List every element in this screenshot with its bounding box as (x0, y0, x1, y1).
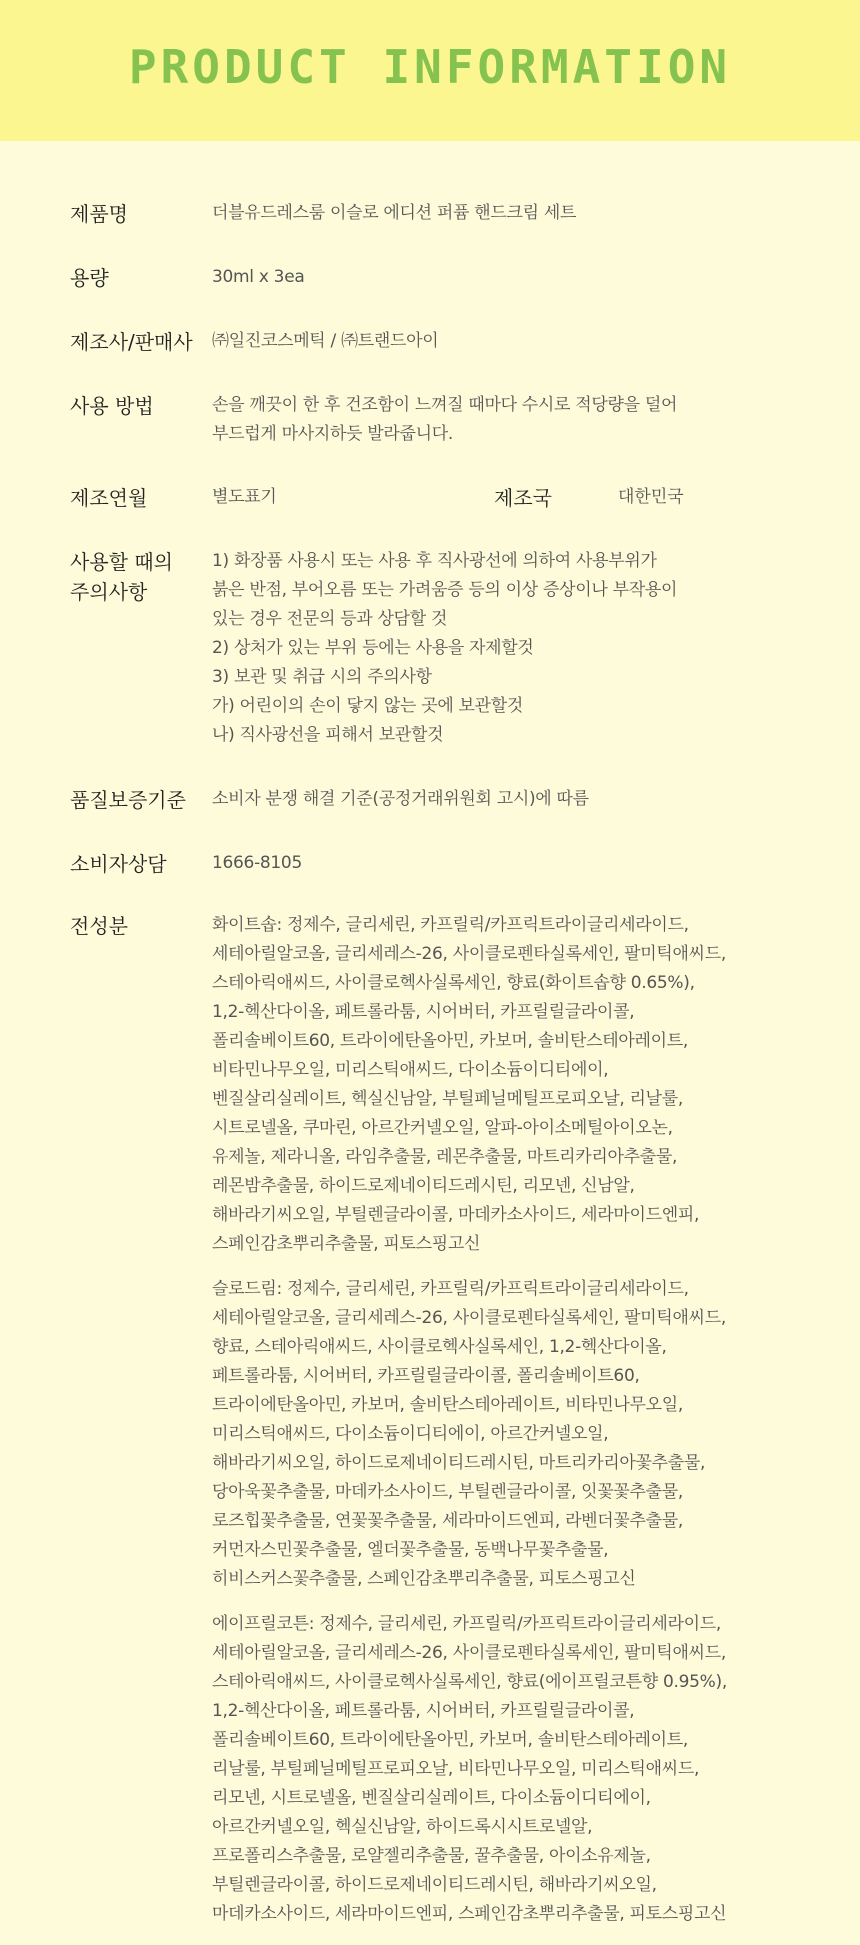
row-value: 1) 화장품 사용시 또는 사용 후 직사광선에 의하여 사용부위가 붉은 반점, 부어오름 또는 가려움증 등의 이상 증상이나 부작용이 있는 경우 전문의 등과 상담할 것 2) 상처가 있는 부위 등에는 사용을 자제할것 3) 보관 및 취급 시의 주의사항 가) 어린이의 손이 닿지 않는 곳에 보관할것 나) 직사광선을 피해서 보관할것 (212, 551, 678, 745)
row-value: 30ml x 3ea (212, 267, 305, 287)
row-label: 전성분 (70, 914, 128, 938)
row-value: ㈜일진코스메틱 / ㈜트랜드아이 (212, 331, 439, 351)
row-label: 사용할 때의 주의사항 (70, 550, 173, 604)
row-value: 손을 깨끗이 한 후 건조함이 느껴질 때마다 수시로 적당량을 덜어 부드럽게 마사지하듯 발라줍니다. (212, 395, 678, 444)
row-label: 품질보증기준 (70, 788, 186, 812)
row-value: 소비자 분쟁 해결 기준(공정거래위원회 고시)에 따름 (212, 789, 589, 809)
row-label: 소비자상담 (70, 852, 167, 876)
ingredient-april-cotton: 에이프릴코튼: 정제수, 글리세린, 카프릴릭/카프릭트라이글리세라이드, 세테아릴알코올, 글리세레스-26, 사이클로펜타실록세인, 팔미틱애씨드, 스테아릭애씨드, 사이클로헥사실록세인, 향료(에이프릴코튼향 0.95%), 1,2-헥산다이올, 페트롤라툼, 시어버터, 카프릴릴글라이콜, 폴리솔베이트60, 트라이에탄올아민, 카보머, 솔비탄스테아레이트, 리날룰, 부틸페닐메틸프로피오날, 비타민나무오일, 미리스틱애씨드, 리모넨, 시트로넬올, 벤질살리실레이트, 다이소듐이디티에이, 아르간커넬오일, 헥실신남알, 하이드록시시트로넬알, 프로폴리스추출물, 로얄젤리추출물, 꿀추출물, 아이소유제놀, 부틸렌글라이콜, 하이드로제네이티드레시틴, 해바라기씨오일, 마데카소사이드, 세라마이드엔피, 스페인감초뿌리추출물, 피토스핑고신 (212, 1614, 727, 1924)
row-label: 제조연월 (70, 486, 148, 510)
row-value: 1666-8105 (212, 853, 302, 873)
row-label-country: 제조국 (494, 486, 552, 510)
row-label: 제조사/판매사 (70, 330, 193, 354)
page-title: PRODUCT INFORMATION (128, 39, 732, 94)
ingredient-slow-dream: 슬로드림: 정제수, 글리세린, 카프릴릭/카프릭트라이글리세라이드, 세테아릴알코올, 글리세레스-26, 사이클로펜타실록세인, 팔미틱애씨드, 향료, 스테아릭애씨드, 사이클로헥사실록세인, 1,2-헥산다이올, 페트롤라툼, 시어버터, 카프릴릴글라이콜, 폴리솔베이트60, 트라이에탄올아민, 카보머, 솔비탄스테아레이트, 비타민나무오일, 미리스틱애씨드, 다이소듐이디티에이, 아르간커넬오일, 해바라기씨오일, 하이드로제네이티드레시틴, 마트리카리아꽃추출물, 당아욱꽃추출물, 마데카소사이드, 부틸렌글라이콜, 잇꽃꽃추출물, 로즈힙꽃추출물, 연꽃꽃추출물, 세라마이드엔피, 라벤더꽃추출물, 커먼자스민꽃추출물, 엘더꽃추출물, 동백나무꽃추출물, 히비스커스꽃추출물, 스페인감초뿌리추출물, 피토스핑고신 (212, 1279, 727, 1589)
row-label: 사용 방법 (70, 394, 154, 418)
row-value: 별도표기 (212, 487, 277, 507)
row-value-country: 대한민국 (618, 487, 684, 507)
ingredient-white-soap: 화이트솝: 정제수, 글리세린, 카프릴릭/카프릭트라이글리세라이드, 세테아릴알코올, 글리세레스-26, 사이클로펜타실록세인, 팔미틱애씨드, 스테아릭애씨드, 사이클로헥사실록세인, 향료(화이트솝향 0.65%), 1,2-헥산다이올, 페트롤라툼, 시어버터, 카프릴릴글라이콜, 폴리솔베이트60, 트라이에탄올아민, 카보머, 솔비탄스테아레이트, 비타민나무오일, 미리스틱애씨드, 다이소듐이디티에이, 벤질살리실레이트, 헥실신남알, 부틸페닐메틸프로피오날, 리날룰, 시트로넬올, 쿠마린, 아르간커넬오일, 알파-아이소메틸아이오논, 유제놀, 제라니올, 라임추출물, 레몬추출물, 마트리카리아추출물, 레몬밤추출물, 하이드로제네이티드레시틴, 리모넨, 신남알, 해바라기씨오일, 부틸렌글라이콜, 마데카소사이드, 세라마이드엔피, 스페인감초뿌리추출물, 피토스핑고신 (212, 915, 727, 1254)
row-label: 용량 (70, 266, 109, 290)
row-label: 제품명 (70, 202, 128, 226)
row-value: 더블유드레스룸 이슬로 에디션 퍼퓸 핸드크림 세트 (212, 203, 577, 223)
ingredients-list (212, 911, 832, 1945)
header-banner (0, 0, 860, 141)
